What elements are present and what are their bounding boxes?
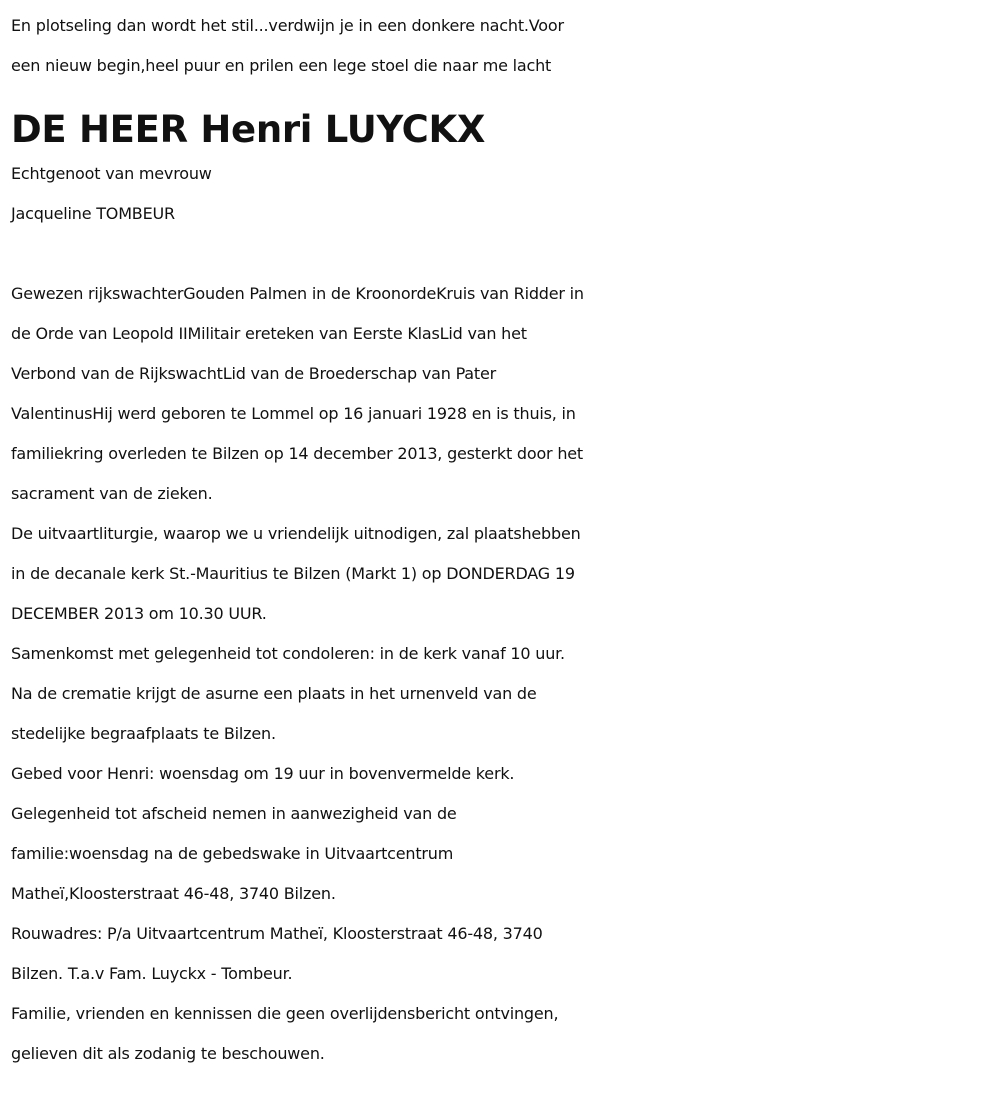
spouse-info [11,154,990,234]
obituary-body [11,274,990,1074]
body-line: Samenkomst met gelegenheid tot condoleren: in de kerk vanaf 10 uur. [11,644,565,663]
body-line: Gelegenheid tot afscheid nemen in aanwezigheid van de [11,804,457,823]
body-line: Verbond van de RijkswachtLid van de Broederschap van Pater [11,364,497,383]
body-line: Bilzen. T.a.v Fam. Luyckx - Tombeur. [11,964,293,983]
deceased-name: DE HEER Henri LUYCKX [11,108,486,151]
body-line: De uitvaartliturgie, waarop we u vriendelijk uitnodigen, zal plaatshebben [11,524,581,543]
poem-line: En plotseling dan wordt het stil...verdwijn je in een donkere nacht.Voor [11,16,564,35]
body-line: Gewezen rijkswachterGouden Palmen in de KroonordeKruis van Ridder in [11,284,584,303]
body-line: Na de crematie krijgt de asurne een plaats in het urnenveld van de [11,684,537,703]
body-line: Matheï,Kloosterstraat 46-48, 3740 Bilzen. [11,884,336,903]
body-line: de Orde van Leopold IIMilitair ereteken van Eerste KlasLid van het [11,324,527,343]
body-line: stedelijke begraafplaats te Bilzen. [11,724,276,743]
spouse-line: Jacqueline TOMBEUR [11,204,175,223]
body-line: gelieven dit als zodanig te beschouwen. [11,1044,325,1063]
spouse-line: Echtgenoot van mevrouw [11,164,212,183]
body-line: sacrament van de zieken. [11,484,213,503]
body-line: ValentinusHij werd geboren te Lommel op 16 januari 1928 en is thuis, in [11,404,576,423]
section-spacer [11,234,990,274]
poem-line: een nieuw begin,heel puur en prilen een lege stoel die naar me lacht [11,56,552,75]
poem-text [11,6,990,86]
body-line: familie:woensdag na de gebedswake in Uitvaartcentrum [11,844,454,863]
body-line: Familie, vrienden en kennissen die geen overlijdensbericht ontvingen, [11,1004,559,1023]
body-line: Rouwadres: P/a Uitvaartcentrum Matheï, Kloosterstraat 46-48, 3740 [11,924,543,943]
body-line: in de decanale kerk St.-Mauritius te Bilzen (Markt 1) op DONDERDAG 19 [11,564,575,583]
body-line: DECEMBER 2013 om 10.30 UUR. [11,604,267,623]
body-line: familiekring overleden te Bilzen op 14 december 2013, gesterkt door het [11,444,583,463]
body-line: Gebed voor Henri: woensdag om 19 uur in bovenvermelde kerk. [11,764,515,783]
